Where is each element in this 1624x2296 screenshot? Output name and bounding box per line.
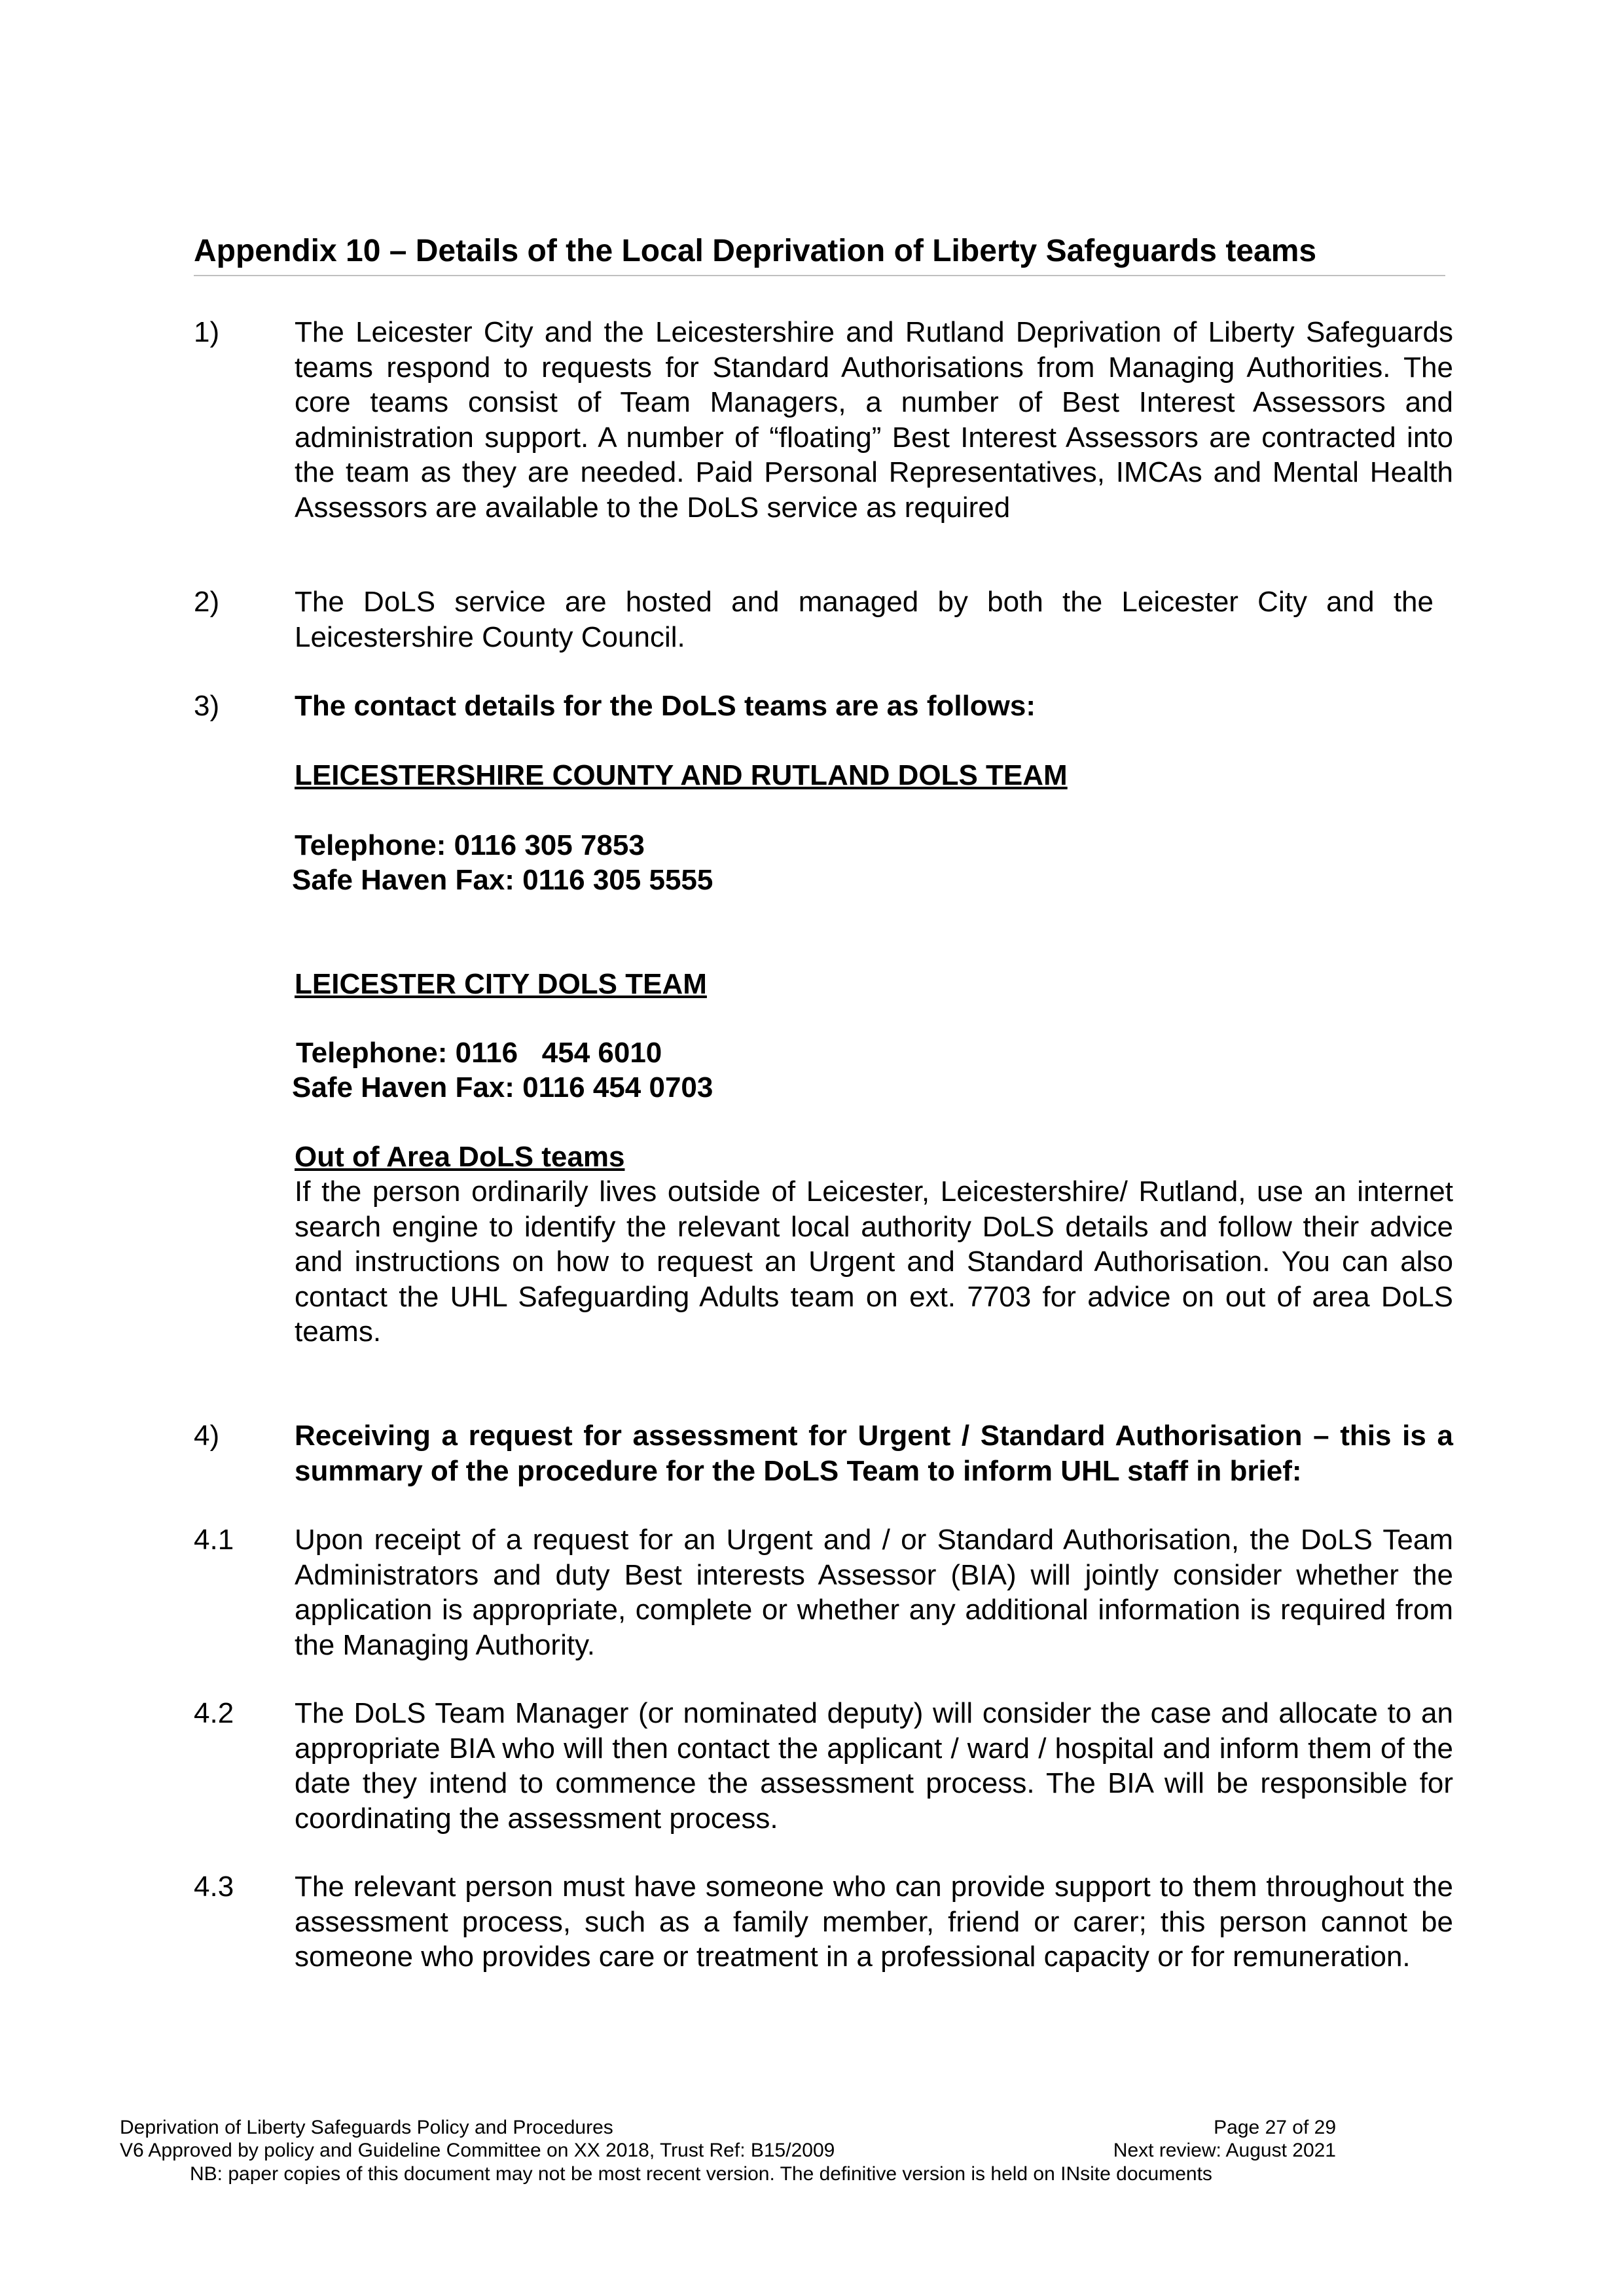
item-4-2-number: 4.2 <box>194 1697 234 1729</box>
item-4-3-number: 4.3 <box>194 1871 234 1903</box>
item-2-number: 2) <box>194 586 220 618</box>
county-team-fax: Safe Haven Fax: 0116 305 5555 <box>292 864 713 896</box>
city-team-telephone: Telephone: 0116 454 6010 <box>296 1037 662 1069</box>
item-4-number: 4) <box>194 1420 220 1452</box>
item-4-text: Receiving a request for assessment for Urgent / Standard Authorisation – this is a summary of the procedure for the DoLS Team to inform UHL staff in brief: <box>295 1420 1453 1487</box>
item-4-1-number: 4.1 <box>194 1524 234 1556</box>
county-team-telephone: Telephone: 0116 305 7853 <box>295 829 645 861</box>
footer-next-review: Next review: August 2021 <box>1113 2140 1336 2161</box>
county-team-title: LEICESTERSHIRE COUNTY AND RUTLAND DOLS TEAM <box>295 759 1068 791</box>
footer-page-number: Page 27 of 29 <box>1214 2117 1336 2138</box>
item-2-text: The DoLS service are hosted and managed by both the Leicester City and the Leicestershire County Council. <box>295 586 1434 653</box>
item-3-number: 3) <box>194 690 220 722</box>
item-1-number: 1) <box>194 316 220 348</box>
item-3-heading: The contact details for the DoLS teams are as follows: <box>295 690 1036 722</box>
footer-doc-title: Deprivation of Liberty Safeguards Policy and Procedures <box>120 2117 613 2138</box>
footer-note: NB: paper copies of this document may not be most recent version. The definitive version is held on INsite documents <box>190 2163 1212 2185</box>
city-team-fax: Safe Haven Fax: 0116 454 0703 <box>292 1071 713 1103</box>
item-4-3-text: The relevant person must have someone who can provide support to them throughout the assessment process, such as a family member, friend or carer; this person cannot be someone who provides care or treatment in a professional capacity or for remuneration. <box>295 1871 1453 1973</box>
out-of-area-title: Out of Area DoLS teams <box>295 1141 625 1173</box>
city-team-title: LEICESTER CITY DOLS TEAM <box>295 968 707 1000</box>
out-of-area-text: If the person ordinarily lives outside of Leicester, Leicestershire/ Rutland, use an internet search engine to identify the relevant local authority DoLS details and follow their advice and instructions on how to request an Urgent and Standard Authorisation. You can also contact the UHL Safeguarding Adults team on ext. 7703 for advice on out of area DoLS teams. <box>295 1175 1453 1348</box>
page-heading: Appendix 10 – Details of the Local Deprivation of Liberty Safeguards teams <box>194 230 1445 276</box>
item-4-1-text: Upon receipt of a request for an Urgent and / or Standard Authorisation, the DoLS Team Administrators and duty Best interests Assessor (BIA) will jointly consider whether the application is appropriate, complete or whether any additional information is required from the Managing Authority. <box>295 1524 1453 1661</box>
footer-approval: V6 Approved by policy and Guideline Committee on XX 2018, Trust Ref: B15/2009 <box>120 2140 835 2161</box>
item-4-2-text: The DoLS Team Manager (or nominated deputy) will consider the case and allocate to an appropriate BIA who will then contact the applicant / ward / hospital and inform them of the date they intend to commence the assessment process. The BIA will be responsible for coordinating the assessment process. <box>295 1697 1453 1835</box>
item-1-text: The Leicester City and the Leicestershire and Rutland Deprivation of Liberty Safeguards teams respond to requests for Standard Authorisations from Managing Authorities. The core teams consist of Team Managers, a number of Best Interest Assessors and administration support. A number of “floating” Best Interest Assessors are contracted into the team as they are needed. Paid Personal Representatives, IMCAs and Mental Health Assessors are available to the DoLS service as required <box>295 316 1453 524</box>
